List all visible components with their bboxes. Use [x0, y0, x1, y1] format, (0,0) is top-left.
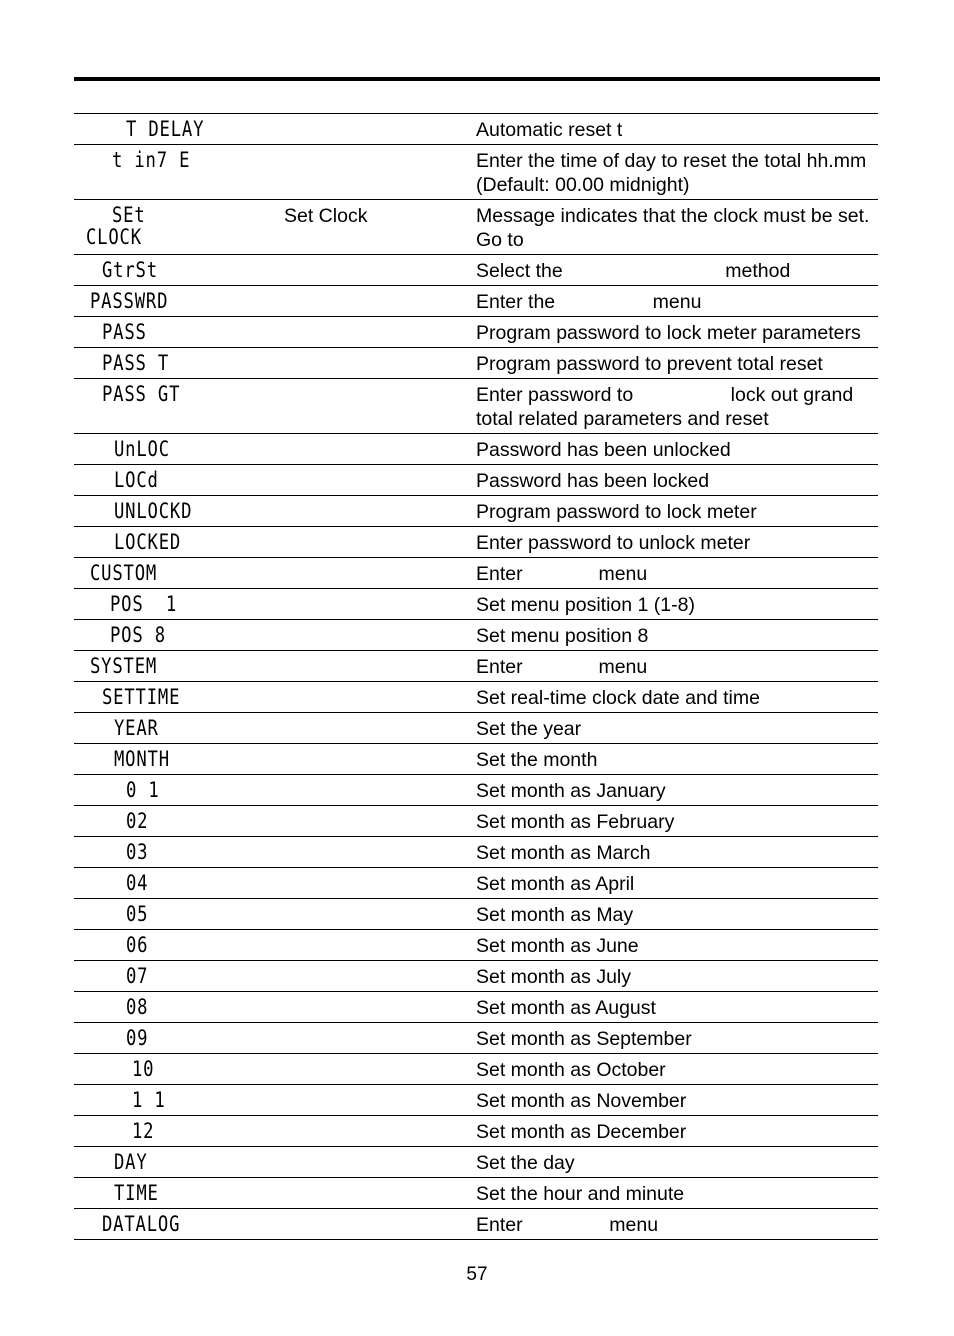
parameter-name-cell — [284, 992, 476, 1023]
display-cell — [74, 348, 284, 379]
table-row — [74, 744, 878, 775]
description-cell — [476, 775, 878, 806]
parameter-name — [284, 496, 476, 502]
parameter-name — [284, 961, 476, 967]
lcd-display-text: T DELAY — [126, 117, 205, 141]
lcd-display-text: PASSWRD — [90, 289, 169, 313]
display-cell — [74, 465, 284, 496]
lcd-display-text: 12 — [132, 1119, 155, 1143]
header-rule — [74, 77, 880, 81]
parameter-name — [284, 899, 476, 905]
parameter-description: Set month as January — [476, 780, 666, 802]
description-cell — [476, 145, 878, 200]
parameter-name-cell — [284, 1147, 476, 1178]
page-number: 57 — [466, 1264, 488, 1285]
lcd-display-text: SYSTEM — [90, 654, 158, 678]
parameter-name-cell — [284, 930, 476, 961]
parameter-name-cell — [284, 868, 476, 899]
description-cell — [476, 589, 878, 620]
parameter-name-cell — [284, 589, 476, 620]
table-row — [74, 379, 878, 434]
parameter-name-cell — [284, 114, 476, 145]
table-row — [74, 1147, 878, 1178]
display-cell — [74, 713, 284, 744]
lcd-display-text: 02 — [126, 809, 149, 833]
description-cell — [476, 496, 878, 527]
lcd-display-text: MONTH — [114, 747, 170, 771]
parameter-name-cell — [284, 286, 476, 317]
table-row — [74, 558, 878, 589]
parameter-name-cell — [284, 434, 476, 465]
parameter-name-cell — [284, 348, 476, 379]
parameter-name — [284, 1054, 476, 1060]
table-row — [74, 496, 878, 527]
display-cell — [74, 930, 284, 961]
parameter-description: Message indicates that the clock must be set. Go to — [476, 205, 875, 251]
display-cell — [74, 868, 284, 899]
parameter-description: Set month as September — [476, 1028, 692, 1050]
description-cell — [476, 1023, 878, 1054]
lcd-display-text: 03 — [126, 840, 149, 864]
description-cell — [476, 961, 878, 992]
description-cell — [476, 200, 878, 255]
table-row — [74, 286, 878, 317]
lcd-display-text: 0 1 — [126, 778, 160, 802]
parameter-name-cell — [284, 837, 476, 868]
description-cell — [476, 682, 878, 713]
parameter-name — [284, 379, 476, 385]
parameter-name — [284, 589, 476, 595]
parameter-description: Set menu position 1 (1-8) — [476, 594, 695, 616]
parameter-name — [284, 114, 476, 120]
table-row — [74, 930, 878, 961]
lcd-display-text: SETTIME — [102, 685, 181, 709]
parameter-name-cell — [284, 317, 476, 348]
parameter-name-cell — [284, 379, 476, 434]
parameter-description: Select the method — [476, 260, 791, 282]
table-row — [74, 1209, 878, 1240]
parameter-name-cell — [284, 1085, 476, 1116]
lcd-display-text: LOCKED — [114, 530, 182, 554]
parameter-name — [284, 620, 476, 626]
display-cell — [74, 589, 284, 620]
parameter-description: Set the month — [476, 749, 598, 771]
description-cell — [476, 1209, 878, 1240]
parameter-name — [284, 145, 476, 151]
table-row — [74, 837, 878, 868]
display-cell — [74, 434, 284, 465]
parameter-name — [284, 868, 476, 874]
lcd-display-text: PASS — [102, 320, 147, 344]
table-row — [74, 145, 878, 200]
lcd-display-text: 09 — [126, 1026, 149, 1050]
description-cell — [476, 527, 878, 558]
description-cell — [476, 930, 878, 961]
parameter-name-cell — [284, 899, 476, 930]
parameter-description: Enter the time of day to reset the total hh.mm (Default: 00.00 midnight) — [476, 150, 872, 196]
table-row — [74, 200, 878, 255]
parameter-description: Set menu position 8 — [476, 625, 649, 647]
display-cell — [74, 775, 284, 806]
parameter-name-cell — [284, 145, 476, 200]
description-cell — [476, 620, 878, 651]
parameter-name — [284, 992, 476, 998]
table-row — [74, 255, 878, 286]
display-cell — [74, 527, 284, 558]
display-cell — [74, 992, 284, 1023]
parameter-description: Enter the menu — [476, 291, 702, 313]
parameter-name-cell — [284, 1178, 476, 1209]
parameter-description: Enter menu — [476, 656, 648, 678]
lcd-display-text: 1 1 — [132, 1088, 166, 1112]
parameter-name-cell — [284, 1023, 476, 1054]
lcd-display-text: TIME — [114, 1181, 159, 1205]
parameter-description: Set month as February — [476, 811, 675, 833]
parameter-description: Set month as October — [476, 1059, 666, 1081]
lcd-display-text: GtrSt — [102, 258, 158, 282]
display-cell — [74, 682, 284, 713]
parameter-table — [74, 113, 878, 1240]
parameter-description: Password has been locked — [476, 470, 710, 492]
parameter-name-cell — [284, 651, 476, 682]
lcd-display-text: DATALOG — [102, 1212, 181, 1236]
parameter-name-cell — [284, 465, 476, 496]
display-cell — [74, 744, 284, 775]
display-cell — [74, 899, 284, 930]
table-row — [74, 1116, 878, 1147]
parameter-name — [284, 286, 476, 292]
description-cell — [476, 379, 878, 434]
lcd-display-text: CUSTOM — [90, 561, 158, 585]
description-cell — [476, 348, 878, 379]
table-row — [74, 868, 878, 899]
display-cell — [74, 317, 284, 348]
parameter-name — [284, 837, 476, 843]
parameter-description: Set month as August — [476, 997, 656, 1019]
description-cell — [476, 992, 878, 1023]
parameter-description: Set month as April — [476, 873, 635, 895]
parameter-name-cell — [284, 1209, 476, 1240]
lcd-display-text: PASS GT — [102, 382, 181, 406]
lcd-display-text: POS 8 — [110, 623, 166, 647]
display-cell — [74, 1178, 284, 1209]
table-row — [74, 992, 878, 1023]
parameter-name — [284, 527, 476, 533]
description-cell — [476, 255, 878, 286]
parameter-name — [284, 465, 476, 471]
parameter-description: Set month as November — [476, 1090, 687, 1112]
table-row — [74, 1085, 878, 1116]
parameter-name-cell — [284, 527, 476, 558]
description-cell — [476, 465, 878, 496]
parameter-description: Password has been unlocked — [476, 439, 731, 461]
table-row — [74, 620, 878, 651]
description-cell — [476, 434, 878, 465]
parameter-description: Set month as December — [476, 1121, 687, 1143]
parameter-description: Set month as March — [476, 842, 651, 864]
table-row — [74, 806, 878, 837]
display-cell — [74, 1023, 284, 1054]
parameter-name — [284, 434, 476, 440]
parameter-name — [284, 558, 476, 564]
parameter-name-cell — [284, 775, 476, 806]
parameter-name — [284, 255, 476, 261]
display-cell — [74, 1085, 284, 1116]
display-cell — [74, 620, 284, 651]
parameter-description: Set the hour and minute — [476, 1183, 685, 1205]
description-cell — [476, 1116, 878, 1147]
parameter-name — [284, 806, 476, 812]
description-cell — [476, 1085, 878, 1116]
parameter-description: Set the day — [476, 1152, 575, 1174]
table-row — [74, 114, 878, 145]
parameter-name: Set Clock — [284, 205, 368, 227]
description-cell — [476, 558, 878, 589]
display-cell — [74, 200, 284, 255]
parameter-description: Program password to prevent total reset — [476, 353, 823, 375]
parameter-name — [284, 1209, 476, 1215]
parameter-name-cell — [284, 806, 476, 837]
display-cell — [74, 651, 284, 682]
parameter-description: Set month as June — [476, 935, 639, 957]
description-cell — [476, 806, 878, 837]
table-row — [74, 1023, 878, 1054]
table-row — [74, 527, 878, 558]
parameter-name-cell — [284, 255, 476, 286]
parameter-name-cell — [284, 744, 476, 775]
display-cell — [74, 1147, 284, 1178]
lcd-display-text: 10 — [132, 1057, 155, 1081]
parameter-name — [284, 744, 476, 750]
table-row — [74, 465, 878, 496]
table-row — [74, 434, 878, 465]
lcd-display-text: PASS T — [102, 351, 170, 375]
parameter-name-cell — [284, 496, 476, 527]
parameter-description: Automatic reset t — [476, 119, 623, 141]
lcd-display-text: 07 — [126, 964, 149, 988]
description-cell — [476, 899, 878, 930]
table-row — [74, 589, 878, 620]
parameter-name — [284, 651, 476, 657]
display-cell — [74, 145, 284, 200]
parameter-name — [284, 1147, 476, 1153]
parameter-description: Set the year — [476, 718, 582, 740]
description-cell — [476, 868, 878, 899]
parameter-description: Program password to lock meter parameters — [476, 322, 861, 344]
parameter-description: Enter menu — [476, 1214, 659, 1236]
description-cell — [476, 1147, 878, 1178]
description-cell — [476, 744, 878, 775]
display-cell — [74, 496, 284, 527]
lcd-display-text: 06 — [126, 933, 149, 957]
display-cell — [74, 961, 284, 992]
table-row — [74, 682, 878, 713]
parameter-description: Set real-time clock date and time — [476, 687, 760, 709]
parameter-name-cell — [284, 1116, 476, 1147]
display-cell — [74, 1209, 284, 1240]
parameter-name — [284, 930, 476, 936]
lcd-display-text: POS 1 — [110, 592, 178, 616]
description-cell — [476, 317, 878, 348]
description-cell — [476, 1178, 878, 1209]
parameter-description: Enter menu — [476, 563, 648, 585]
table-row — [74, 899, 878, 930]
lcd-display-text: CLOCK — [86, 225, 142, 249]
table-row — [74, 775, 878, 806]
parameter-name — [284, 1178, 476, 1184]
parameter-name — [284, 775, 476, 781]
display-cell — [74, 1116, 284, 1147]
lcd-display-text: DAY — [114, 1150, 148, 1174]
parameter-name-cell — [284, 1054, 476, 1085]
description-cell — [476, 837, 878, 868]
parameter-name-cell — [284, 961, 476, 992]
lcd-display-text: 04 — [126, 871, 149, 895]
parameter-description: Set month as July — [476, 966, 631, 988]
display-cell — [74, 1054, 284, 1085]
display-cell — [74, 286, 284, 317]
lcd-display-text: 08 — [126, 995, 149, 1019]
description-cell — [476, 114, 878, 145]
parameter-description: Enter password to lock out grand total related parameters and reset — [476, 384, 859, 430]
parameter-name-cell — [284, 620, 476, 651]
lcd-display-text: YEAR — [114, 716, 159, 740]
lcd-display-text: 05 — [126, 902, 149, 926]
display-cell — [74, 114, 284, 145]
lcd-display-text: t in7 E — [112, 148, 191, 172]
parameter-name — [284, 713, 476, 719]
lcd-display-text: UnLOC — [114, 437, 170, 461]
description-cell — [476, 1054, 878, 1085]
lcd-display-text: LOCd — [114, 468, 159, 492]
table-row — [74, 651, 878, 682]
parameter-name — [284, 348, 476, 354]
parameter-name-cell — [284, 682, 476, 713]
table-row — [74, 713, 878, 744]
parameter-name — [284, 317, 476, 323]
lcd-display-text: UNLOCKD — [114, 499, 193, 523]
description-cell — [476, 713, 878, 744]
parameter-name — [284, 1023, 476, 1029]
description-cell — [476, 651, 878, 682]
table-row — [74, 348, 878, 379]
table-row — [74, 1054, 878, 1085]
display-cell — [74, 255, 284, 286]
display-cell — [74, 379, 284, 434]
lcd-display-text: SEt — [112, 203, 146, 227]
display-cell — [74, 837, 284, 868]
display-cell — [74, 806, 284, 837]
table-row — [74, 961, 878, 992]
parameter-name-cell — [284, 200, 476, 255]
description-cell — [476, 286, 878, 317]
table-row — [74, 317, 878, 348]
parameter-description: Enter password to unlock meter — [476, 532, 751, 554]
parameter-name-cell — [284, 558, 476, 589]
parameter-name — [284, 1116, 476, 1122]
parameter-name-cell — [284, 713, 476, 744]
parameter-name — [284, 682, 476, 688]
table-row — [74, 1178, 878, 1209]
parameter-description: Set month as May — [476, 904, 634, 926]
display-cell — [74, 558, 284, 589]
parameter-name — [284, 1085, 476, 1091]
parameter-description: Program password to lock meter — [476, 501, 757, 523]
